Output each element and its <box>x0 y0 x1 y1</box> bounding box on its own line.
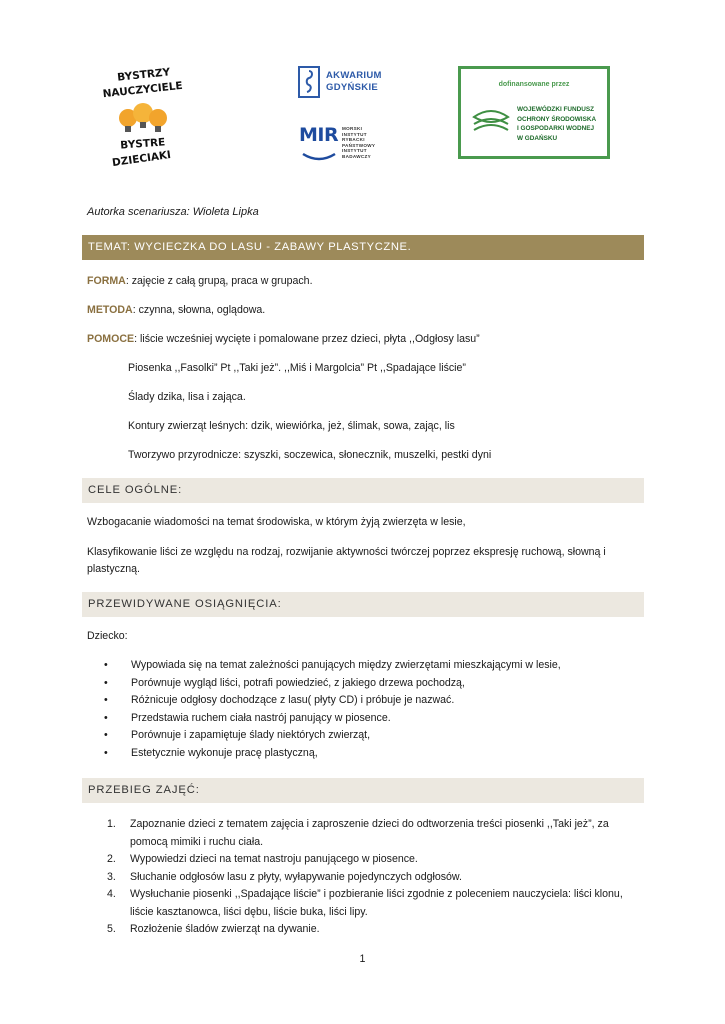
przebieg-list <box>104 816 644 939</box>
page-number: 1 <box>359 953 366 965</box>
wfos-name-4: W GDAŃSKU <box>517 134 558 142</box>
fish-icon <box>471 107 511 137</box>
fish-icon <box>301 150 337 162</box>
list-item: 3. Słuchanie odgłosów lasu z płyty, wyłapywanie pojedynczych odgłosów. <box>107 870 462 883</box>
mir-sub-2: INSTYTUT <box>342 131 367 137</box>
logo-text-2: NAUCZYCIELE <box>102 79 184 101</box>
bullet-icon: • <box>104 694 108 706</box>
mir-logo <box>299 124 389 166</box>
theme-heading: TEMAT: WYCIECZKA DO LASU - ZABAWY PLASTYCZNE. <box>82 235 644 260</box>
document-page: BYSTRZY NAUCZYCIELE BYSTRE DZIECIAKI AKWARIUM GDYŃSKIE MIR MORSKI INSTYTUT RYBACKI PAŃSTWOWY INSTYTUT BADAWCZY dofinansowane przez WOJEWÓDZKI FUNDUSZ OCHRONY ŚRODOWISKA I GOSPODARKI WODNEJ W GDAŃSKU Autorka scenariusza: Wioleta Lipka TEMAT: WYCIECZKA DO LASU - ZABAWY PLASTYCZNE. FORMA: zajęcie z całą grupą, praca w grupach. METODA: czynna, słowna, oglądowa. POMOCE: liście wcześniej wycięte i pomalowane przez dzieci, płyta ,,Odgłosy lasu” Piosenka ,,Fasolki” Pt ,,Taki jeż”. ,,Miś i Margolcia” Pt ,,Spadające liście” Ślady dzika, lisa i zająca. Kontury zwierząt leśnych: dzik, wiewiórka, jeż, ślimak, sowa, zając, lis Tworzywo przyrodnicze: szyszki, soczewica, słonecznik, muszelki, pestki dyni CELE OGÓLNE: Wzbogacanie wiadomości na temat środowiska, w którym żyją zwierzęta w lesie, Klasyfikowanie liści ze względu na rodzaj, rozwijanie aktywności twórczej poprzez ekspresję ruchową, słowną i plastyczną. PRZEWIDYWANE OSIĄGNIĘCIA: Dziecko: • Wypowiada się na temat zależności panujących między zwierzętami mieszkającymi w lesie, • Porównuje wygląd liści, potrafi powiedzieć, z jakiego drzewa pochodzą, • Różnicuje odgłosy dochodzące z lasu( płyty CD) i próbuje je nazwać. • Przedstawia ruchem ciała nastrój panujący w piosence. • Porównuje i zapamiętuje ślady niektórych zwierząt, • Estetycznie wykonuje pracę plastyczną, PRZEBIEG ZAJĘĆ: 1. Zapoznanie dzieci z tematem zajęcia i zaproszenie dzieci do odtworzenia treści piosenki ,,Taki jeż”, za pomocą mimiki i ruchu ciała. 2. Wypowiedzi dzieci na temat nastroju panującego w piosence. 3. Słuchanie odgłosów lasu z płyty, wyłapywanie pojedynczych odgłosów. 4. Wysłuchanie piosenki ,,Spadające liście” i pozbieranie liści zgodnie z poleceniem nauczyciela: liści klonu, liście kasztanowca, liści dębu, liście buka, liści lipy. 5. Rozłożenie śladów zwierząt na dywanie. 1 <box>0 0 725 1024</box>
bullet-icon: • <box>104 729 108 741</box>
wfos-top-label: dofinansowane przez <box>498 81 570 88</box>
osiagniecia-heading: PRZEWIDYWANE OSIĄGNIĘCIA: <box>82 592 644 617</box>
mir-sub-3: RYBACKI <box>342 137 365 143</box>
seahorse-icon <box>298 66 320 98</box>
mir-sub-5: INSTYTUT <box>342 148 367 154</box>
forma-text: : zajęcie z całą grupą, praca w grupach. <box>125 275 313 287</box>
list-item: 1. Zapoznanie dzieci z tematem zajęcia i zaproszenie dzieci do odtworzenia treści piosenki ,,Taki jeż”, za pomocą mimiki i ruchu ciała. <box>107 818 609 848</box>
bullet-icon: • <box>104 676 108 689</box>
bystrzy-nauczyciele-logo <box>102 66 184 170</box>
mir-sub-6: BADAWCZY <box>342 153 371 159</box>
author-line: Autorka scenariusza: Wioleta Lipka <box>87 206 259 218</box>
list-item: 4. Wysłuchanie piosenki ,,Spadające liście” i pozbieranie liści zgodnie z poleceniem nauczyciela: liści klonu, liście kasztanowca, liści dębu, liście buka, liści lipy. <box>107 888 623 918</box>
pomoce-label: POMOCE <box>87 333 135 345</box>
logo-text-4: DZIECIAKI <box>111 148 172 170</box>
list-item: 2. Wypowiedzi dzieci na temat nastroju panującego w piosence. <box>107 853 418 865</box>
forma-line <box>87 274 313 288</box>
wfos-name-3: I GOSPODARKI WODNEJ <box>517 125 595 132</box>
pomoce-extra-line: Tworzywo przyrodnicze: szyszki, soczewica, słonecznik, muszelki, pestki dyni <box>128 449 492 461</box>
osiagniecia-intro: Dziecko: <box>87 630 128 642</box>
mir-sub-4: PAŃSTWOWY <box>342 142 376 148</box>
mir-sub-1: MORSKI <box>342 126 363 131</box>
akwarium-line-1: AKWARIUM <box>326 70 382 81</box>
pomoce-text: : liście wcześniej wycięte i pomalowane przez dzieci, płyta ,,Odgłosy lasu” <box>134 333 480 345</box>
wfos-logo <box>458 66 610 159</box>
logo-text-1: BYSTRZY <box>116 66 171 84</box>
wfos-name-2: OCHRONY ŚRODOWISKA <box>517 115 597 123</box>
pomoce-extra-line: Kontury zwierząt leśnych: dzik, wiewiórka, jeż, ślimak, sowa, zając, lis <box>128 420 455 432</box>
cele-paragraph: Klasyfikowanie liści ze względu na rodzaj, rozwijanie aktywności twórczej poprzez ekspresję ruchową, słowną i plastyczną. <box>87 546 606 575</box>
pomoce-extra-line: Piosenka ,,Fasolki” Pt ,,Taki jeż”. ,,Miś i Margolcia” Pt ,,Spadające liście” <box>128 362 466 374</box>
przebieg-heading: PRZEBIEG ZAJĘĆ: <box>82 778 644 803</box>
forma-label: FORMA <box>87 275 126 287</box>
cele-heading: CELE OGÓLNE: <box>82 478 644 503</box>
metoda-label: METODA <box>87 304 133 316</box>
bulb-icon <box>119 103 167 132</box>
metoda-line <box>87 303 265 317</box>
bullet-icon: • <box>104 711 108 724</box>
metoda-text: : czynna, słowna, oglądowa. <box>132 304 266 316</box>
cele-paragraph: Wzbogacanie wiadomości na temat środowiska, w którym żyją zwierzęta w lesie, <box>87 516 466 528</box>
list-item: 5. Rozłożenie śladów zwierząt na dywanie. <box>107 923 320 935</box>
akwarium-line-2: GDYŃSKIE <box>326 82 379 93</box>
akwarium-gdynskie-logo <box>298 66 388 100</box>
bullet-icon: • <box>104 659 108 671</box>
mir-name: MIR <box>299 124 339 146</box>
wfos-name-1: WOJEWÓDZKI FUNDUSZ <box>517 106 595 113</box>
pomoce-line <box>87 332 480 346</box>
bullet-icon: • <box>104 746 108 759</box>
pomoce-extra-line: Ślady dzika, lisa i zająca. <box>128 391 246 403</box>
logo-text-3: BYSTRE <box>119 136 166 152</box>
